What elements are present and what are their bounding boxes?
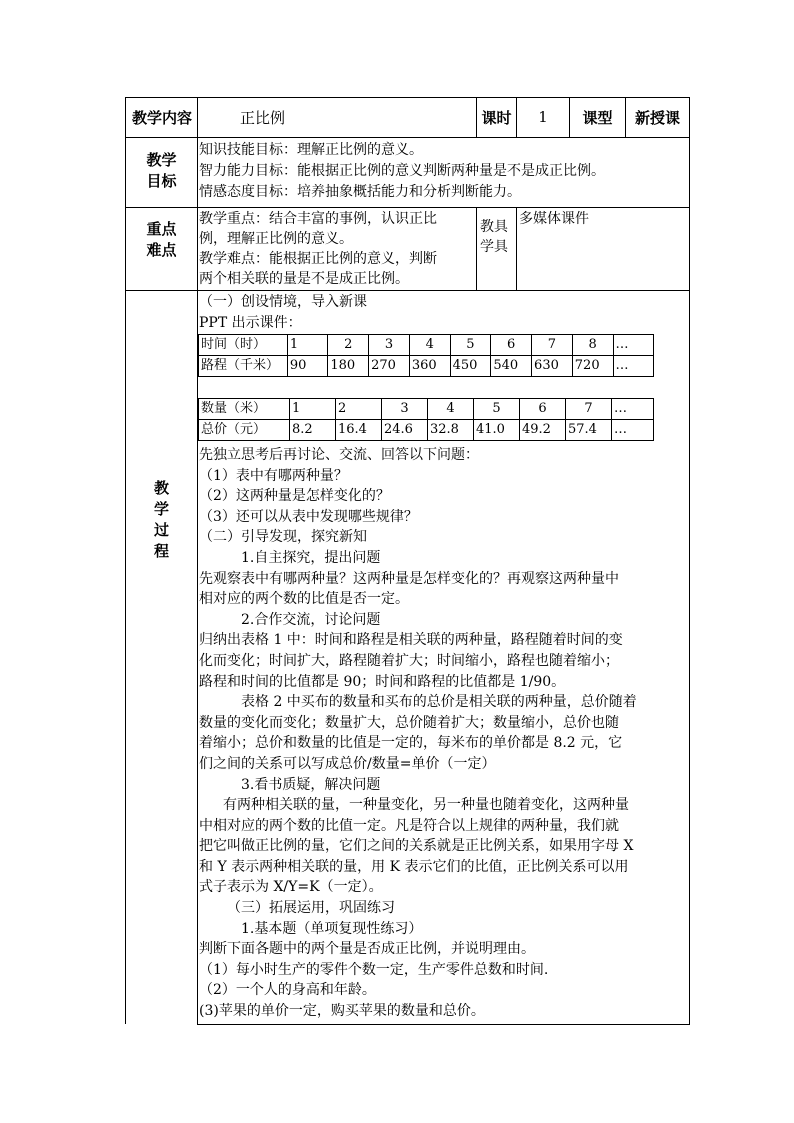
table-cell: 180 xyxy=(328,356,369,377)
table-cell: 2 xyxy=(328,335,369,356)
table-cell: 57.4 xyxy=(566,420,612,441)
process-line: （1）表中有哪两种量？ xyxy=(199,467,348,484)
process-line: 们之间的关系可以写成总价/数量=单价（一定） xyxy=(199,755,496,772)
process-line: 先观察表中有哪两种量？这两种量是怎样变化的？再观察这两种量中 xyxy=(199,570,619,587)
keypoints-line: 两个相关联的量是不是成正比例。 xyxy=(199,271,409,287)
table-cell: 6 xyxy=(491,335,532,356)
process-label-char: 学 xyxy=(153,500,169,518)
table-cell: 1 xyxy=(287,335,328,356)
table-cell: 4 xyxy=(409,335,450,356)
table-cell: 2 xyxy=(336,399,382,420)
ppt-line: PPT 出示课件： xyxy=(199,315,302,331)
table-cell: 路程（千米） xyxy=(199,356,288,377)
table-border-row2 xyxy=(125,207,690,208)
table-cell: 总价（元） xyxy=(199,420,290,441)
process-label-char: 教 xyxy=(153,479,169,497)
table-cell: 7 xyxy=(566,399,612,420)
table-cell: 630 xyxy=(532,356,573,377)
table-cell: 3 xyxy=(382,399,428,420)
process-line: （1）每小时生产的零件个数一定，生产零件总数和时间. xyxy=(199,961,549,978)
header-divider-1 xyxy=(476,97,477,137)
table-cell: 450 xyxy=(450,356,491,377)
process-line: 和 Y 表示两种相关联的量，用 K 表示它们的比值，正比例关系可以用 xyxy=(199,858,629,875)
tools-label-line2: 学具 xyxy=(480,239,508,255)
keypoints-label-line2: 难点 xyxy=(146,241,177,259)
table-row xyxy=(199,335,654,356)
goals-label-line1: 教学 xyxy=(146,151,177,169)
process-line: 2.合作交流，讨论问题 xyxy=(241,611,381,628)
keypoints-label-line1: 重点 xyxy=(146,220,177,238)
process-line: （3）还可以从表中发现哪些规律？ xyxy=(199,508,418,525)
table-cell: 360 xyxy=(409,356,450,377)
keypoints-text xyxy=(199,209,475,289)
table-cell: 24.6 xyxy=(382,420,428,441)
tools-value: 多媒体课件 xyxy=(519,211,589,227)
keypoints-line: 教学重点：结合丰富的事例，认识正比 xyxy=(199,211,437,227)
header-type-label: 课型 xyxy=(582,108,613,127)
process-label-char: 程 xyxy=(153,542,169,560)
table-cell: 1 xyxy=(290,399,336,420)
keypoints-line: 例，理解正比例的意义。 xyxy=(199,231,353,247)
process-line: （二）引导发现，探究新知 xyxy=(199,529,367,546)
goals-line: 情感态度目标：培养抽象概括能力和分析判断能力。 xyxy=(199,184,521,200)
keypoints-line: 教学难点：能根据正比例的意义，判断 xyxy=(199,251,437,267)
goals-label-line2: 目标 xyxy=(146,172,177,190)
table-cell: 时间（时） xyxy=(199,335,288,356)
table-cell: 720 xyxy=(572,356,613,377)
keypoints-divider-2 xyxy=(516,207,517,290)
header-period-label: 课时 xyxy=(481,108,512,127)
table-cell: 16.4 xyxy=(336,420,382,441)
process-line: 1.自主探究，提出问题 xyxy=(241,549,381,566)
table-cell: 5 xyxy=(474,399,520,420)
process-line: （2）这两种量是怎样变化的？ xyxy=(199,488,390,505)
time-distance-table xyxy=(198,334,654,377)
table-cell: 8.2 xyxy=(290,420,336,441)
goals-line: 智力能力目标：能根据正比例的意义判断两种量是不是成正比例。 xyxy=(199,163,605,179)
process-line: 有两种相关联的量，一种量变化，另一种量也随着变化，这两种量 xyxy=(223,797,629,814)
keypoints-divider-1 xyxy=(476,207,477,290)
table-cell: 4 xyxy=(428,399,474,420)
header-type-value: 新授课 xyxy=(634,108,680,127)
table-cell: … xyxy=(612,420,654,441)
process-line: 3.看书质疑，解决问题 xyxy=(241,776,381,793)
goals-text xyxy=(199,140,687,203)
table-cell: 5 xyxy=(450,335,491,356)
table-border-right xyxy=(689,97,690,1025)
table-cell: 6 xyxy=(520,399,566,420)
table-cell: 49.2 xyxy=(520,420,566,441)
process-line: （三）拓展运用，巩固练习 xyxy=(227,900,395,917)
section-1-heading: （一）创设情境，导入新课 xyxy=(199,294,367,310)
process-line: (3)苹果的单价一定，购买苹果的数量和总价。 xyxy=(199,1003,485,1020)
table-row xyxy=(199,356,654,377)
table-cell: … xyxy=(613,335,653,356)
process-line: 相对应的两个数的比值是否一定。 xyxy=(199,591,409,608)
process-body xyxy=(199,445,687,1022)
process-line: 路程和时间的比值都是 90；时间和路程的比值都是 1/90。 xyxy=(199,673,566,690)
table-border-row3 xyxy=(125,290,690,291)
table-cell: 41.0 xyxy=(474,420,520,441)
table-cell: … xyxy=(613,356,653,377)
process-line: 着缩小；总价和数量的比值是一定的，每米布的单价都是 8.2 元，它 xyxy=(199,735,623,752)
process-line: 1.基本题（单项复现性练习） xyxy=(241,920,423,937)
process-line: 式子表示为 X/Y=K（一定）。 xyxy=(199,879,383,896)
goals-line: 知识技能目标：理解正比例的意义。 xyxy=(199,142,423,158)
table-cell: 32.8 xyxy=(428,420,474,441)
process-line: 先独立思考后再讨论、交流、回答以下问题： xyxy=(199,447,479,463)
table-border-bottom xyxy=(197,1024,690,1025)
table-cell: … xyxy=(612,399,654,420)
process-label-char: 过 xyxy=(153,521,169,539)
table-border-label-col xyxy=(197,97,198,1024)
table-cell: 8 xyxy=(572,335,613,356)
header-content-label: 教学内容 xyxy=(131,108,192,127)
process-line: 判断下面各题中的两个量是否成正比例，并说明理由。 xyxy=(199,941,535,958)
process-line: 把它叫做正比例的量，它们之间的关系就是正比例关系，如果用字母 X xyxy=(199,838,634,855)
table-border-row1 xyxy=(125,137,690,138)
table-cell: 3 xyxy=(369,335,410,356)
table-cell: 数量（米） xyxy=(199,399,290,420)
table-cell: 540 xyxy=(491,356,532,377)
quantity-price-table xyxy=(198,398,654,441)
tools-label-line1: 教具 xyxy=(480,219,508,235)
process-line: 中相对应的两个数的比值一定。凡是符合以上规律的两种量，我们就 xyxy=(199,817,619,834)
process-line: 归纳出表格 1 中：时间和路程是相关联的两种量，路程随着时间的变 xyxy=(199,632,623,649)
header-period-value: 1 xyxy=(538,108,548,126)
table-row xyxy=(199,399,654,420)
table-cell: 90 xyxy=(287,356,328,377)
table-cell: 7 xyxy=(532,335,573,356)
header-lesson-title: 正比例 xyxy=(240,108,286,127)
process-line: 表格 2 中买布的数量和买布的总价是相关联的两种量，总价随着 xyxy=(241,694,637,711)
table-row xyxy=(199,420,654,441)
process-line: 化而变化；时间扩大，路程随着扩大；时间缩小，路程也随着缩小； xyxy=(199,652,619,669)
process-line: （2）一个人的身高和年龄。 xyxy=(199,982,376,999)
process-line: 数量的变化而变化；数量扩大，总价随着扩大；数量缩小，总价也随 xyxy=(199,714,619,731)
table-cell: 270 xyxy=(369,356,410,377)
